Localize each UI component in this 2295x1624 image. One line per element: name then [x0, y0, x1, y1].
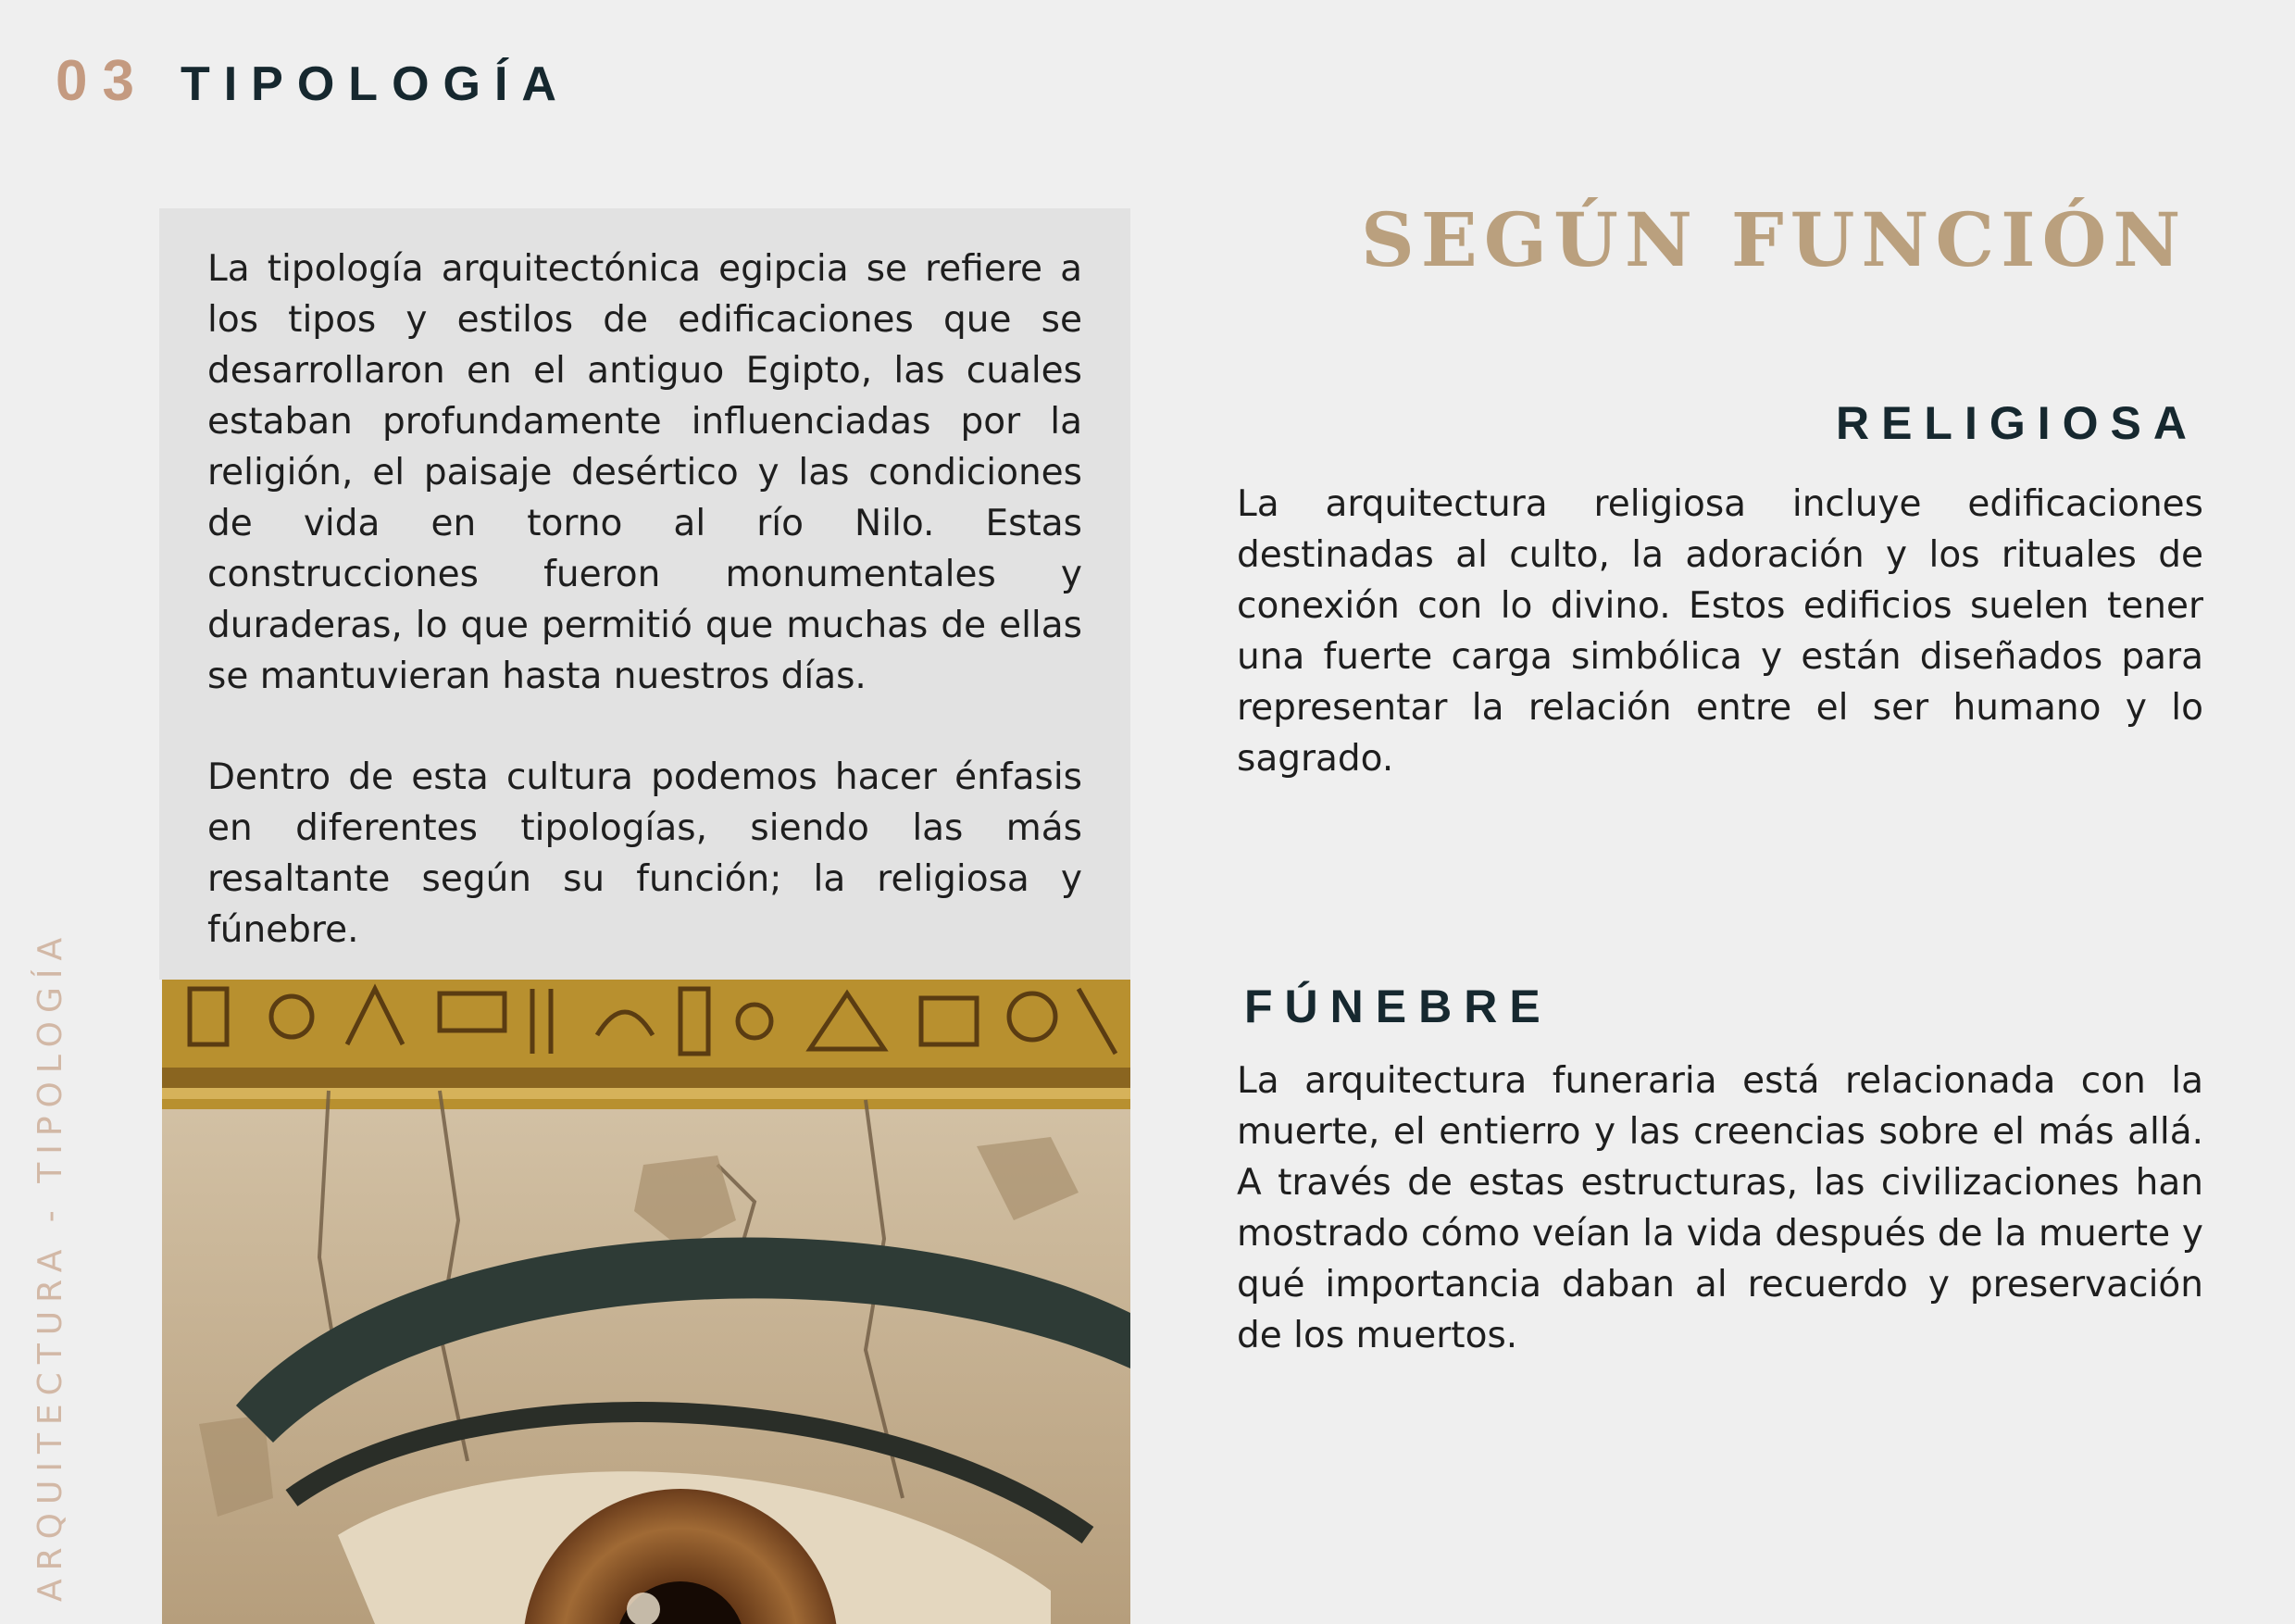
egyptian-eye-illustration — [162, 980, 1130, 1624]
religiosa-heading: RELIGIOSA — [1835, 397, 2199, 449]
intro-paragraph-2: Dentro de esta cultura podemos hacer énfasis en diferentes tipologías, siendo las más resaltante según su función; la religiosa y fúnebre. — [207, 756, 1082, 951]
funebre-heading: FÚNEBRE — [1244, 981, 1553, 1032]
side-label: ARQUITECTURA - TIPOLOGÍA — [31, 929, 69, 1602]
egyptian-eye-image — [162, 980, 1130, 1624]
section-number: 03 — [56, 49, 149, 113]
page-header — [56, 48, 570, 114]
intro-text-box — [159, 208, 1130, 980]
religiosa-text: La arquitectura religiosa incluye edificaciones destinadas al culto, la adoración y los rituales de conexión con lo divino. Estos edificios suelen tener una fuerte carga simbólica y están diseñados para representar la relación entre el ser humano y lo sagrado. — [1237, 483, 2203, 780]
funebre-text: La arquitectura funeraria está relacionada con la muerte, el entierro y las creencias sobre el más allá. A través de estas estructuras, las civilizaciones han mostrado cómo veían la vida después de la muerte y qué importancia daban al recuerdo y preservación de los muertos. — [1237, 1060, 2203, 1356]
section-title: TIPOLOGÍA — [180, 57, 570, 111]
intro-paragraph-1: La tipología arquitectónica egipcia se refiere a los tipos y estilos de edificaciones que se desarrollaron en el antiguo Egipto, las cuales estaban profundamente influenciadas por la religión, el paisaje desértico y las condiciones de vida en torno al río Nilo. Estas construcciones fueron monumentales y duraderas, lo que permitió que muchas de ellas se mantuvieran hasta nuestros días. — [207, 248, 1082, 697]
function-section-title: SEGÚN FUNCIÓN — [1361, 196, 2188, 283]
